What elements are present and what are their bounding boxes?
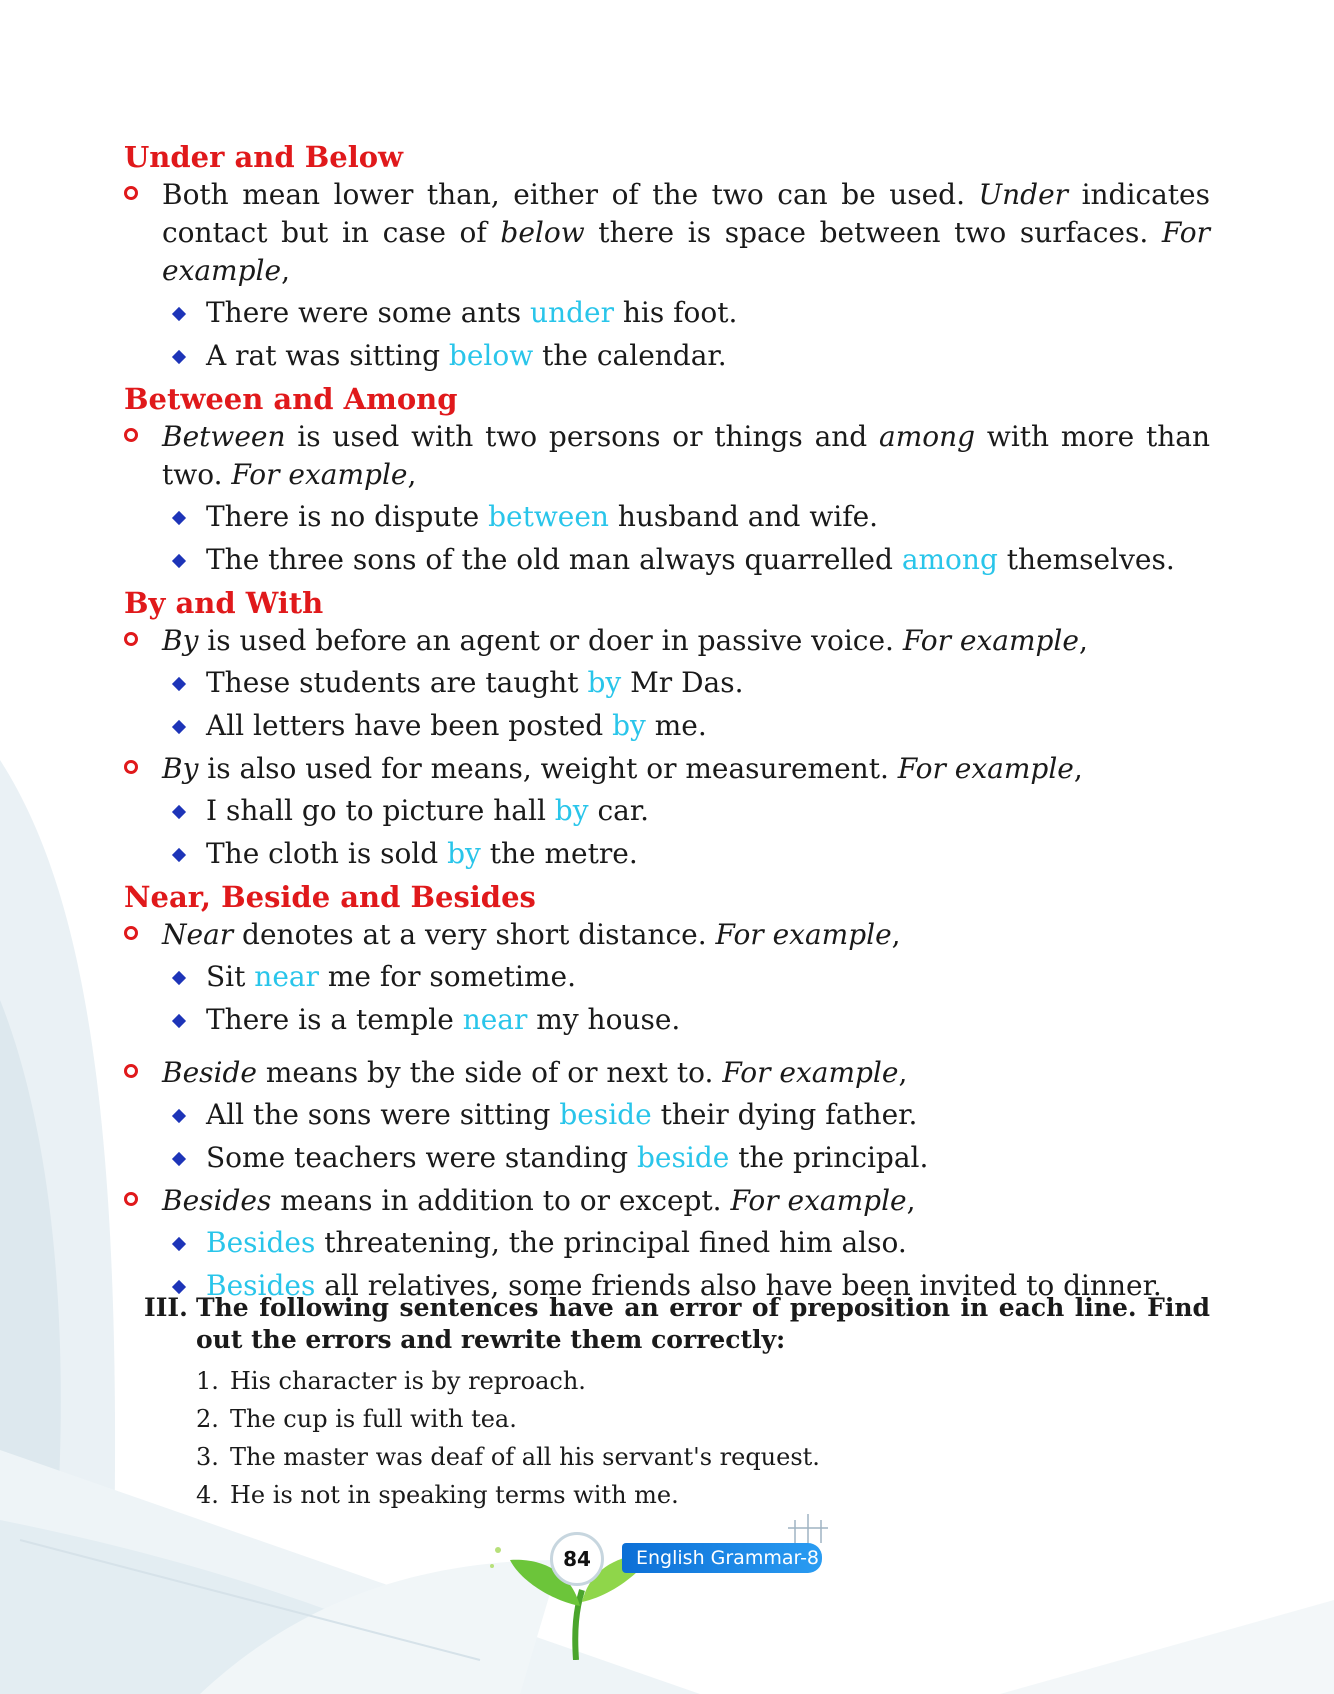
rule-text: with more than two.	[162, 420, 1210, 491]
rule-text: ,	[906, 1184, 916, 1217]
circle-bullet-icon	[124, 1192, 138, 1206]
example-item	[124, 1001, 1210, 1039]
diamond-bullet-icon	[172, 971, 186, 985]
exercise-item-text: The cup is full with tea.	[230, 1405, 517, 1433]
exercise-item	[144, 1438, 1210, 1476]
section-heading: Under and Below	[124, 140, 404, 174]
example-text: the calendar.	[533, 339, 727, 372]
example-text: husband and wife.	[608, 500, 879, 533]
italic-term: By	[162, 624, 199, 657]
diamond-bullet-icon	[172, 554, 186, 568]
example-text: the metre.	[480, 837, 638, 870]
example-item	[124, 835, 1210, 873]
italic-term: Near	[162, 918, 234, 951]
circle-bullet-icon	[124, 760, 138, 774]
diamond-bullet-icon	[172, 1152, 186, 1166]
example-item	[124, 707, 1210, 745]
italic-term: For example	[902, 624, 1079, 657]
highlighted-preposition: by	[612, 709, 646, 742]
example-item	[124, 294, 1210, 332]
example-text: I shall go to picture hall	[206, 794, 555, 827]
highlighted-preposition: by	[447, 837, 481, 870]
exercise-item	[144, 1476, 1210, 1514]
italic-term: Besides	[162, 1184, 272, 1217]
diamond-bullet-icon	[172, 848, 186, 862]
rule-paragraph	[124, 418, 1210, 494]
example-text: car.	[588, 794, 650, 827]
italic-term: Between	[162, 420, 286, 453]
rule-text: is also used for means, weight or measurement.	[198, 752, 898, 785]
highlighted-preposition: beside	[559, 1098, 652, 1131]
example-text: themselves.	[997, 543, 1175, 576]
rule-paragraph	[124, 750, 1210, 788]
diamond-bullet-icon	[172, 1237, 186, 1251]
exercise-item-number: 2.	[196, 1405, 219, 1433]
rule-text: ,	[281, 254, 290, 287]
exercise-instruction: The following sentences have an error of preposition in each line. Find out the errors and rewrite them correctly:	[196, 1293, 1210, 1354]
example-text: their dying father.	[651, 1098, 918, 1131]
italic-term: among	[879, 420, 976, 453]
diamond-bullet-icon	[172, 677, 186, 691]
exercise-item-text: His character is by reproach.	[230, 1367, 586, 1395]
diamond-bullet-icon	[172, 1014, 186, 1028]
example-item	[124, 792, 1210, 830]
rule-paragraph	[124, 622, 1210, 660]
example-text: There is a temple	[206, 1003, 463, 1036]
example-item	[124, 541, 1210, 579]
rule-text: means in addition to or except.	[271, 1184, 731, 1217]
exercise-item	[144, 1400, 1210, 1438]
rule-text: denotes at a very short distance.	[233, 918, 716, 951]
book-title: English Grammar-8	[622, 1543, 822, 1573]
example-text: There is no dispute	[206, 500, 489, 533]
example-text: There were some ants	[206, 296, 531, 329]
example-item	[124, 1224, 1210, 1262]
highlighted-preposition: Besides	[206, 1226, 316, 1259]
example-text: me.	[645, 709, 707, 742]
italic-term: For example	[715, 918, 892, 951]
section-heading: By and With	[124, 586, 324, 620]
diamond-bullet-icon	[172, 307, 186, 321]
rule-text: ,	[1078, 624, 1088, 657]
exercise-number: III.	[144, 1293, 188, 1322]
diamond-bullet-icon	[172, 1109, 186, 1123]
exercise-title	[144, 1292, 1210, 1356]
diamond-bullet-icon	[172, 350, 186, 364]
exercise-item-number: 3.	[196, 1443, 219, 1471]
rule-text: ,	[407, 458, 417, 491]
example-text: The three sons of the old man always quarrelled	[206, 543, 902, 576]
example-text: his foot.	[613, 296, 738, 329]
circle-bullet-icon	[124, 926, 138, 940]
sprout-icon	[490, 1510, 850, 1660]
italic-term: For example	[722, 1056, 899, 1089]
example-text: threatening, the principal fined him also.	[315, 1226, 907, 1259]
circle-bullet-icon	[124, 186, 138, 200]
highlighted-preposition: beside	[637, 1141, 730, 1174]
italic-term: For example	[897, 752, 1074, 785]
example-item	[124, 664, 1210, 702]
rule-text: ,	[1073, 752, 1083, 785]
rule-paragraph	[124, 916, 1210, 954]
rule-paragraph	[124, 1054, 1210, 1092]
example-item	[124, 1139, 1210, 1177]
highlighted-preposition: between	[488, 500, 609, 533]
circle-bullet-icon	[124, 1064, 138, 1078]
example-item	[124, 498, 1210, 536]
diamond-bullet-icon	[172, 720, 186, 734]
example-text: all relatives, some friends also have been invited to dinner.	[315, 1269, 1162, 1302]
rule-paragraph	[124, 1182, 1210, 1220]
example-text: All the sons were sitting	[206, 1098, 560, 1131]
example-text: me for sometime.	[318, 960, 576, 993]
italic-term: Under	[978, 178, 1069, 211]
exercise-item	[144, 1362, 1210, 1400]
example-item	[124, 958, 1210, 996]
rule-text: means by the side of or next to.	[256, 1056, 723, 1089]
highlighted-preposition: under	[530, 296, 614, 329]
rule-text: ,	[898, 1056, 908, 1089]
diamond-bullet-icon	[172, 511, 186, 525]
italic-term: By	[162, 752, 199, 785]
exercise-item-text: The master was deaf of all his servant's request.	[230, 1443, 820, 1471]
example-text: These students are taught	[206, 666, 588, 699]
exercise-block	[144, 1292, 1210, 1514]
highlighted-preposition: by	[587, 666, 622, 699]
rule-text: there is space between two surfaces.	[584, 216, 1162, 249]
rule-text: indicates contact but in case of	[162, 178, 1210, 249]
circle-bullet-icon	[124, 428, 138, 442]
example-text: Some teachers were standing	[206, 1141, 637, 1174]
rule-text: ,	[891, 918, 901, 951]
example-text: Mr Das.	[621, 666, 744, 699]
highlighted-preposition: near	[462, 1003, 528, 1036]
example-item	[124, 1096, 1210, 1134]
exercise-item-number: 4.	[196, 1481, 219, 1509]
circle-bullet-icon	[124, 632, 138, 646]
rule-text: Both mean lower than, either of the two can be used.	[162, 178, 979, 211]
highlighted-preposition: by	[554, 794, 589, 827]
exercise-item-number: 1.	[196, 1367, 219, 1395]
exercise-item-text: He is not in speaking terms with me.	[230, 1481, 679, 1509]
rule-text: is used before an agent or doer in passive voice.	[198, 624, 903, 657]
highlighted-preposition: among	[901, 543, 998, 576]
section-heading: Between and Among	[124, 382, 458, 416]
rule-paragraph	[124, 176, 1210, 290]
example-text: The cloth is sold	[206, 837, 448, 870]
italic-term: For example	[231, 458, 408, 491]
italic-term: below	[500, 216, 585, 249]
example-text: the principal.	[729, 1141, 929, 1174]
highlighted-preposition: near	[254, 960, 319, 993]
example-text: my house.	[527, 1003, 681, 1036]
page-footer	[490, 1510, 850, 1660]
rule-text: is used with two persons or things and	[285, 420, 880, 453]
section-heading: Near, Beside and Besides	[124, 880, 536, 914]
italic-term: Beside	[162, 1056, 257, 1089]
italic-term: For example	[162, 216, 1210, 287]
diamond-bullet-icon	[172, 805, 186, 819]
highlighted-preposition: Besides	[206, 1269, 316, 1302]
example-text: Sit	[206, 960, 255, 993]
example-text: A rat was sitting	[206, 339, 449, 372]
example-text: All letters have been posted	[206, 709, 613, 742]
content-area	[124, 138, 1210, 1310]
italic-term: For example	[730, 1184, 907, 1217]
example-item	[124, 337, 1210, 375]
highlighted-preposition: below	[448, 339, 534, 372]
page-number: 84	[550, 1532, 604, 1586]
